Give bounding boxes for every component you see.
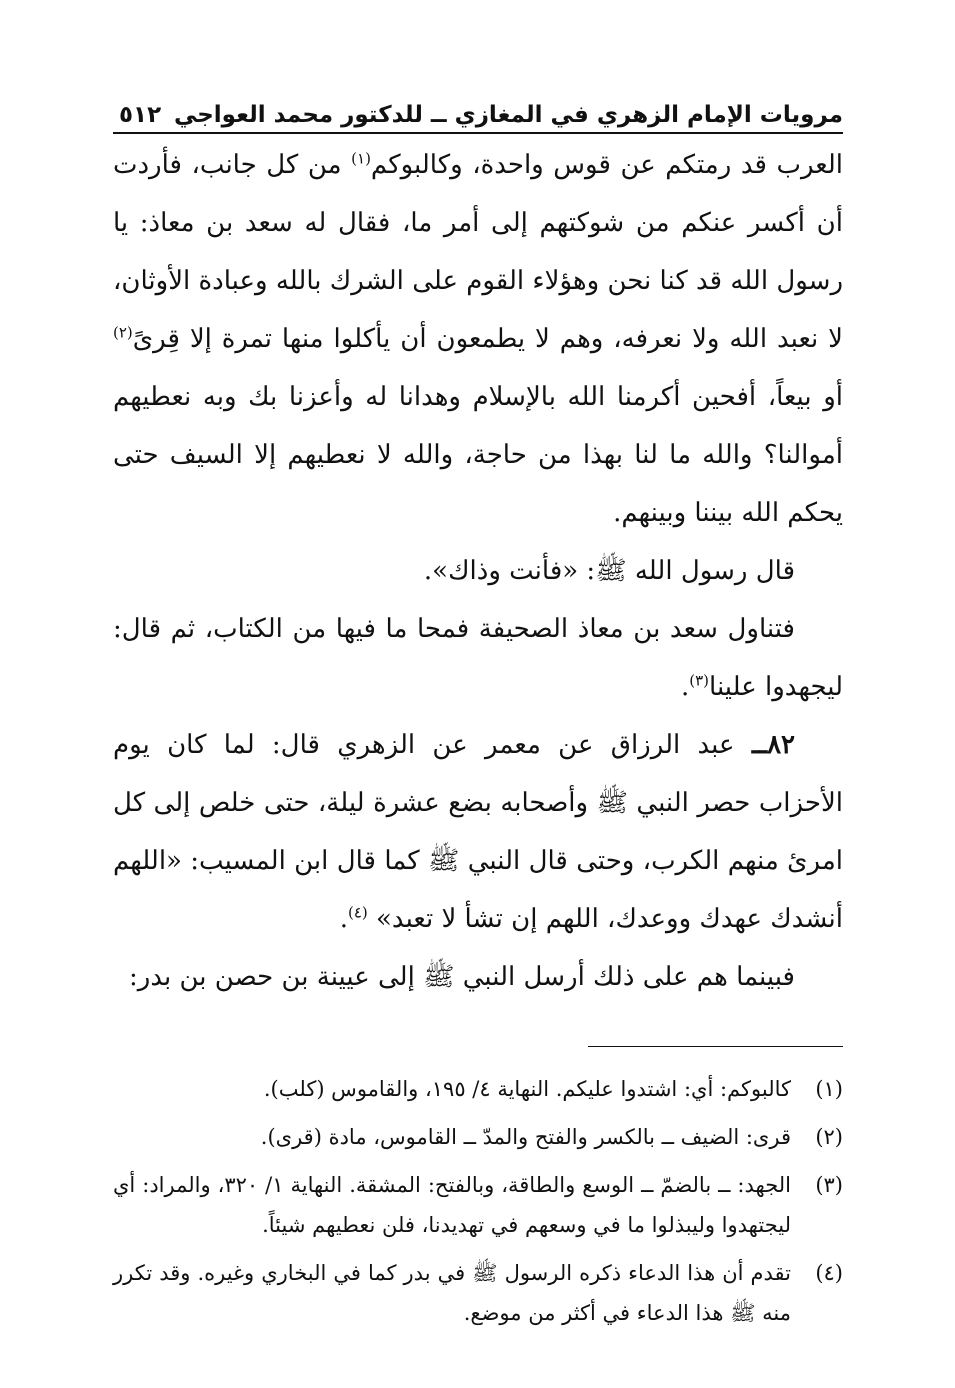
paragraph-2: قال رسول الله ﷺ: «فأنت وذاك».: [423, 556, 795, 586]
footnote-number: (٣): [815, 1173, 843, 1197]
footnote-number: (٤): [815, 1261, 843, 1285]
running-header: [113, 88, 843, 134]
footnote-text: كالبوكم: أي: اشتدوا عليكم. النهاية ٤/ ١٩٥، والقاموس (كلب).: [263, 1077, 791, 1101]
footnotes: [113, 1069, 843, 1333]
footnote-text: قرى: الضيف ــ بالكسر والفتح والمدّ ــ القاموس، مادة (قرى).: [260, 1125, 791, 1149]
footnote-ref-2[interactable]: (٢): [113, 323, 133, 342]
footnote-ref-1[interactable]: (١): [351, 149, 371, 168]
body-text: [113, 136, 843, 1006]
paragraph-1: العرب قد رمتكم عن قوس واحدة، وكالبوكم$^{(١)}$ من كل جانب، فأردت أن أكسر عنكم من شوكتهم إلى أمر ما، فقال له سعد بن معاذ: يا رسول الله قد كنا نحن وهؤلاء القوم على الشرك بالله وعبادة الأوثان، لا نعبد الله ولا نعرفه، وهم لا يطمعون أن يأكلوا منها تمرة إلا قِرىً$^{(٢)}$ أو بيعاً، أفحين أكرمنا الله بالإسلام وهدانا له وأعزنا بك وبه نعطيهم أموالنا؟ والله ما لنا بهذا من حاجة، والله لا نعطيهم إلا السيف حتى يحكم الله بيننا وبينهم.: [113, 149, 843, 528]
narration-number: ٨٢ــ: [751, 730, 795, 760]
footnote-text: الجهد: ــ بالضمّ ــ الوسع والطاقة، وبالفتح: المشقة. النهاية ١/ ٣٢٠، والمراد: أي ليجتهدوا وليبذلوا ما في وسعهم في تهديدنا، فلن نعطيهم شيئاً.: [113, 1173, 791, 1237]
footnote-1: [113, 1069, 843, 1109]
footnote-ref-4[interactable]: (٤): [347, 903, 368, 922]
page: [113, 88, 843, 1341]
paragraph-4: ٨٢ــ عبد الرزاق عن معمر عن الزهري قال: لما كان يوم الأحزاب حصر النبي ﷺ وأصحابه بضع عشرة ليلة، حتى خلص إلى كل امرئ منهم الكرب، وحتى قال النبي ﷺ كما قال ابن المسيب: «اللهم أنشدك عهدك ووعدك، اللهم إن تشأ لا تعبد» $^{(٤)}$.: [113, 730, 843, 934]
footnote-number: (١): [815, 1077, 843, 1101]
footnote-separator: [588, 1046, 843, 1047]
page-number: ٥١٢: [119, 102, 162, 128]
footnote-text: تقدم أن هذا الدعاء ذكره الرسول ﷺ في بدر كما في البخاري وغيره. وقد تكرر منه ﷺ هذا الدعاء في أكثر من موضع.: [113, 1261, 791, 1325]
footnote-ref-3[interactable]: (٣): [689, 671, 710, 690]
paragraph-3: فتناول سعد بن معاذ الصحيفة فمحا ما فيها من الكتاب، ثم قال: ليجهدوا علينا$^{(٣)}$.: [113, 614, 843, 702]
footnote-4: [113, 1253, 843, 1333]
header-title: مرويات الإمام الزهري في المغازي ــ للدكتور محمد العواجي: [173, 102, 843, 128]
footnote-2: [113, 1117, 843, 1157]
footnote-3: [113, 1165, 843, 1245]
paragraph-5: فبينما هم على ذلك أرسل النبي ﷺ إلى عيينة بن حصن بن بدر:: [129, 962, 795, 992]
footnote-number: (٢): [815, 1125, 843, 1149]
